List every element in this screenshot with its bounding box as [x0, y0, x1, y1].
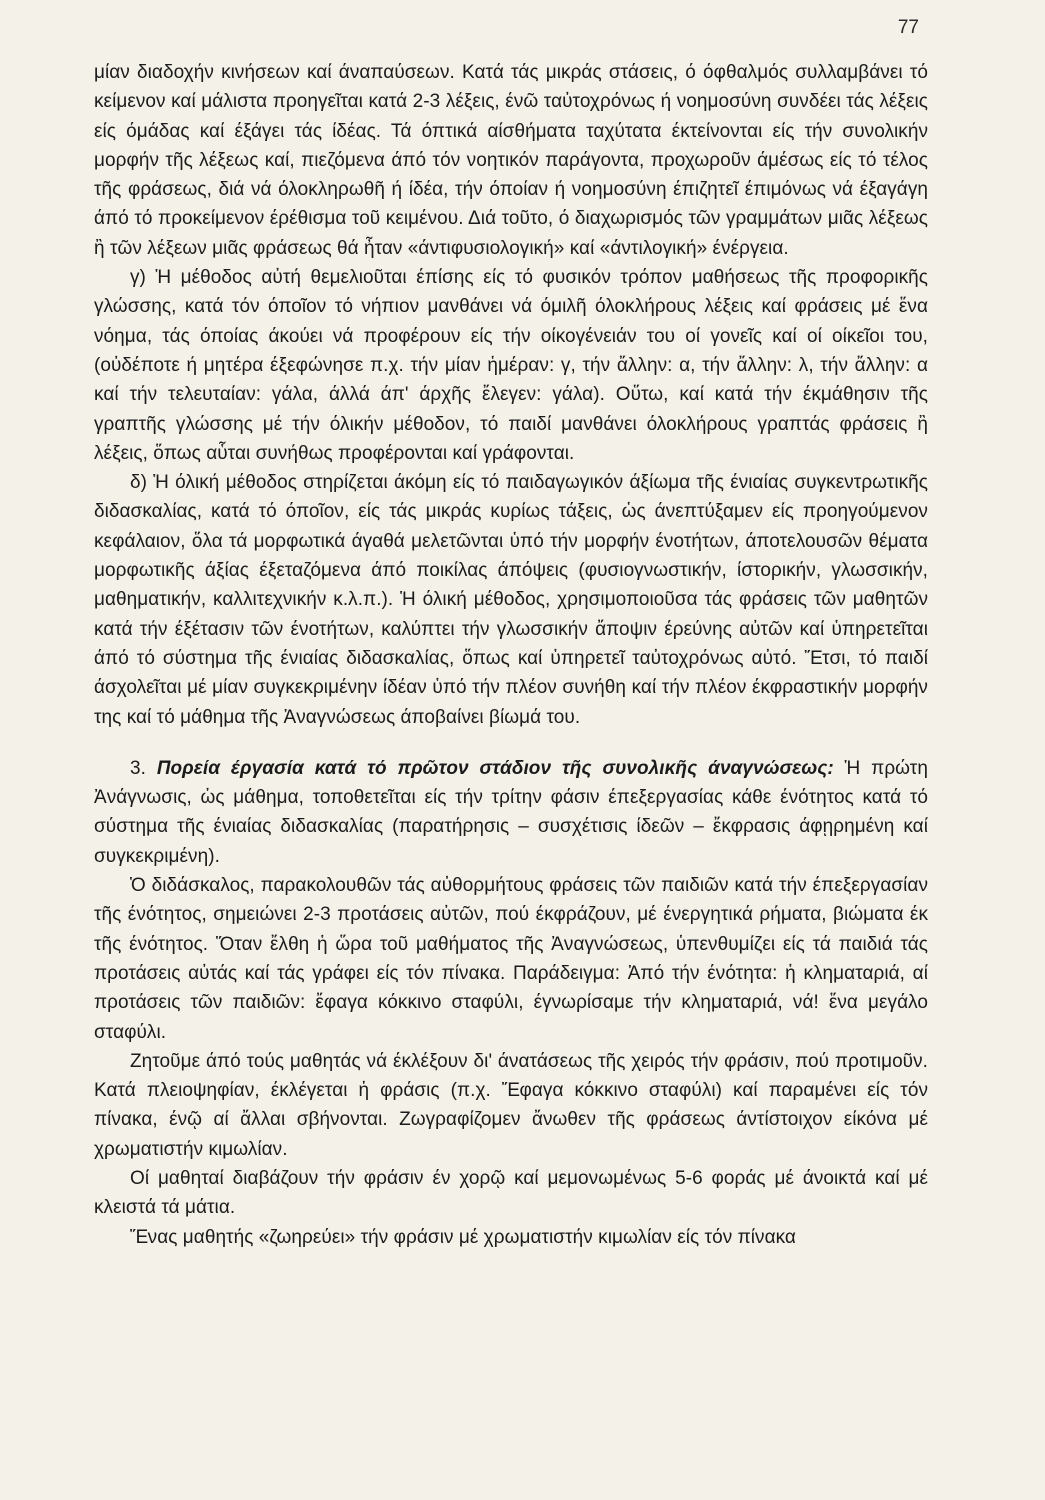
paragraph-delta: δ) Ἡ όλική μέθοδος στηρίζεται άκόμη είς τό παιδαγωγικόν άξίωμα τῆς ένιαίας συγκεντρωτικῆς διδασκαλίας, κατά τό όποῖον, είς τάς μικράς κυρίως τάξεις, ὡς άνεπτύξαμεν είς προηγούμενον κεφάλαιον, ὅλα τά μορφωτικά άγαθά μελετῶνται ὑπό τήν μορφήν ένοτήτων, άποτελουσῶν θέματα μορφωτικῆς άξίας έξεταζόμενα άπό ποικίλας άπόψεις (φυσιογνωστικήν, ίστορικήν, γλωσσικήν, μαθηματικήν, καλλιτεχνικήν κ.λ.π.). Ἡ όλική μέθοδος, χρησιμοποιοῦσα τάς φράσεις τῶν μαθητῶν κατά τήν έξέτασιν τῶν ένοτήτων, καλύπτει τήν γλωσσικήν ἄποψιν έρεύνης αὐτῶν καί ὑπηρετεῖται άπό τό σύστημα τῆς ένιαίας διδασκαλίας, ὅπως καί ὑπηρετεῖ ταὐτοχρόνως αὐτό. Ἔτσι, τό παιδί άσχολεῖται μέ μίαν συγκεκριμένην ίδέαν ὑπό τήν πλέον συνήθη καί τήν πλέον έκφραστικήν μορφήν της καί τό μάθημα τῆς Ἀναγνώσεως άποβαίνει βίωμά του. [94, 472, 928, 728]
paragraph-gamma: γ) Ἡ μέθοδος αὐτή θεμελιοῦται έπίσης είς τό φυσικόν τρόπον μαθήσεως τῆς προφορικῆς γλώσσης, κατά τόν όποῖον τό νήπιον μανθάνει νά όμιλῆ όλοκλήρους λέξεις καί φράσεις μέ ἕνα νόημα, τάς όποίας άκούει νά προφέρουν είς τήν οίκογένειάν του οί γονεῖς καί οί οίκεῖοι του, (οὐδέποτε ή μητέρα έξεφώνησε π.χ. τήν μίαν ἡμέραν: γ, τήν ἄλλην: α, τήν ἄλλην: λ, τήν ἄλλην: α καί τήν τελευταίαν: γάλα, άλλά άπ' άρχῆς ἔλεγεν: γάλα). Οὕτω, καί κατά τήν έκμάθησιν τῆς γραπτῆς γλώσσης μέ τήν όλικήν μέθοδον, τό παιδί μανθάνει όλοκλήρους γραπτάς φράσεις ἢ λέξεις, ὅπως αὗται συνήθως προφέρονται καί γράφονται. [94, 267, 928, 464]
paragraph-continuation: μίαν διαδοχήν κινήσεων καί άναπαύσεων. Κατά τάς μικράς στάσεις, ό όφθαλμός συλλαμβάνει τό κείμενον καί μάλιστα προηγεῖται κατά 2-3 λέξεις, ένῶ ταὐτοχρόνως ή νοημοσύνη συνδέει τάς λέξεις είς όμάδας καί έξάγει τάς ίδέας. Τά όπτικά αίσθήματα ταχύτατα έκτείνονται είς τήν συνολικήν μορφήν τῆς λέξεως καί, πιεζόμενα άπό τόν νοητικόν παράγοντα, προχωροῦν άμέσως είς τό τέλος τῆς φράσεως, διά νά όλοκληρωθῆ ή ίδέα, τήν όποίαν ή νοημοσύνη έπιζητεῖ έπιμόνως νά έξαγάγη άπό τό προκείμενον έρέθισμα τοῦ κειμένου. Διά τοῦτο, ό διαχωρισμός τῶν γραμμάτων μιᾶς λέξεως ἢ τῶν λέξεων μιᾶς φράσεως θά ἦταν «άντιφυσιολογική» καί «άντιλογική» ένέργεια. [94, 62, 928, 259]
paragraph-teacher: Ὁ διδάσκαλος, παρακολουθῶν τάς αὐθορμήτους φράσεις τῶν παιδιῶν κατά τήν έπεξεργασίαν τῆς ένότητος, σημειώνει 2-3 προτάσεις αὐτῶν, πού έκφράζουν, μέ ένεργητικά ρήματα, βιώματα έκ τῆς ένότητος. Ὅταν ἔλθη ἡ ὥρα τοῦ μαθήματος τῆς Ἀναγνώσεως, ὑπενθυμίζει είς τά παιδιά τάς προτάσεις αὐτάς καί τάς γράφει είς τόν πίνακα. Παράδειγμα: Ἀπό τήν ένότητα: ἡ κληματαριά, αί προτάσεις τῶν παιδιῶν: ἔφαγα κόκκινο σταφύλι, έγνωρίσαμε τήν κληματαριά, νά! ἕνα μεγάλο σταφύλι. [94, 875, 928, 1043]
section-3-paragraph [94, 754, 928, 871]
page-number: 77 [897, 17, 919, 38]
paragraph-choice: Ζητοῦμε άπό τούς μαθητάς νά έκλέξουν δι' άνατάσεως τῆς χειρός τήν φράσιν, πού προτιμοῦν. Κατά πλειοψηφίαν, έκλέγεται ἡ φράσις (π.χ. Ἔφαγα κόκκινο σταφύλι) καί παραμένει είς τόν πίνακα, ένῷ αί ἄλλαι σβήνονται. Ζωγραφίζομεν ἄνωθεν τῆς φράσεως άντίστοιχον είκόνα μέ χρωματιστήν κιμωλίαν. [94, 1050, 928, 1160]
paragraph-reading: Οί μαθηταί διαβάζουν τήν φράσιν έν χορῷ καί μεμονωμένως 5-6 φοράς μέ άνοικτά καί μέ κλειστά τά μάτια. [94, 1167, 928, 1219]
page-body [94, 58, 928, 1252]
paragraph-student: Ἕνας μαθητής «ζωηρεύει» τήν φράσιν μέ χρωματιστήν κιμωλίαν είς τόν πίνακα [130, 1226, 796, 1248]
section-heading: Πορεία έργασία κατά τό πρῶτον στάδιον τῆς συνολικῆς άναγνώσεως: [156, 757, 834, 779]
section-number: 3. [130, 757, 146, 779]
section-3-text: Ἡ πρώτη Ἀνάγνωσις, ὡς μάθημα, τοποθετεῖται είς τήν τρίτην φάσιν έπεξεργασίας κάθε ένότητος κατά τό σύστημα τῆς ένιαίας διδασκαλίας (παρατήρησις – συσχέτισις ίδεῶν – ἔκφρασις άφῃρημένη καί συγκεκριμένη). [94, 757, 928, 867]
